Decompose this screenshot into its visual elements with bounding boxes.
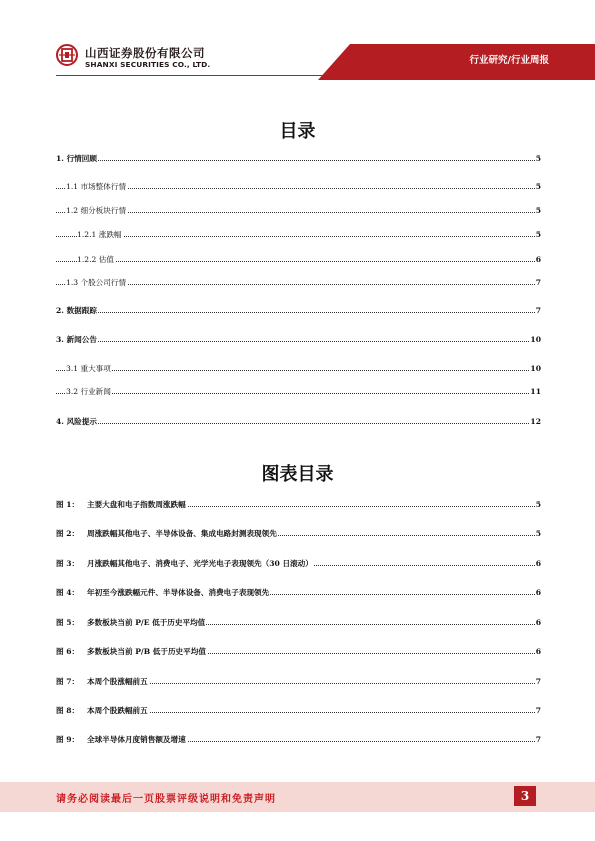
toc-item-label: 1.3 个股公司行情 <box>66 278 127 287</box>
figure-label: 全球半导体月度销售额及增速 <box>87 735 186 744</box>
figure-label: 多数板块当前 P/B 低于历史平均值 <box>87 647 206 656</box>
figure-item-text <box>56 705 149 717</box>
figure-label: 月涨跌幅其他电子、消费电子、光学光电子表现领先（30 日滚动） <box>87 559 313 568</box>
toc-item-page: 5 <box>535 154 541 163</box>
figure-item-text <box>56 734 187 746</box>
figure-label: 年初至今涨跌幅元件、半导体设备、消费电子表现领先 <box>87 588 270 597</box>
figure-item[interactable] <box>0 587 595 599</box>
figure-number: 图 6： <box>56 647 80 656</box>
figure-item[interactable] <box>0 705 595 717</box>
figure-label: 主要大盘和电子指数周涨跌幅 <box>87 500 186 509</box>
toc-item[interactable] <box>0 229 595 241</box>
figure-page: 6 <box>535 618 541 627</box>
toc-item-page: 10 <box>530 364 541 373</box>
figure-item-text <box>56 617 206 629</box>
figure-number: 图 1： <box>56 500 80 509</box>
figure-page: 5 <box>535 500 541 509</box>
toc-item[interactable] <box>0 305 595 317</box>
figure-label: 本周个股跌幅前五 <box>87 706 148 715</box>
toc-item-label: 1. 行情回顾 <box>56 154 97 163</box>
toc-leader <box>56 423 539 424</box>
toc-item[interactable] <box>0 277 595 289</box>
figure-page: 7 <box>535 706 541 715</box>
figure-number: 图 2： <box>56 529 80 538</box>
toc-leader <box>56 236 539 237</box>
toc-leader <box>56 284 539 285</box>
toc-title: 目录 <box>279 121 316 142</box>
toc-item[interactable] <box>0 416 595 428</box>
toc-leader <box>56 312 539 313</box>
figure-item-text <box>56 499 187 511</box>
toc-item-label: 1.1 市场整体行情 <box>66 182 127 191</box>
figure-number: 图 8： <box>56 706 80 715</box>
toc-item-page: 7 <box>535 278 541 287</box>
toc-item[interactable] <box>0 181 595 193</box>
toc-item-label: 2. 数据跟踪 <box>56 306 97 315</box>
toc-item-page: 5 <box>535 230 541 239</box>
figure-page: 6 <box>535 647 541 656</box>
toc-item-page: 11 <box>530 387 541 396</box>
toc-item[interactable] <box>0 153 595 165</box>
figure-number: 图 7： <box>56 677 80 686</box>
footer-disclaimer: 请务必阅读最后一页股票评级说明和免责声明 <box>56 794 276 805</box>
toc-item-page: 7 <box>535 306 541 315</box>
figure-item[interactable] <box>0 558 595 570</box>
figure-page: 6 <box>535 588 541 597</box>
figure-item[interactable] <box>0 499 595 511</box>
figure-number: 图 9： <box>56 735 80 744</box>
company-name-cn: 山西证券股份有限公司 <box>85 46 205 60</box>
figure-item[interactable] <box>0 646 595 658</box>
figure-label: 多数板块当前 P/E 低于历史平均值 <box>87 618 206 627</box>
figure-page: 5 <box>535 529 541 538</box>
toc-item[interactable] <box>0 334 595 346</box>
figure-label: 周涨跌幅其他电子、半导体设备、集成电路封测表现领先 <box>87 529 277 538</box>
figures-title: 图表目录 <box>261 464 334 485</box>
figure-item-text <box>56 646 207 658</box>
toc-item-page: 12 <box>530 417 541 426</box>
toc-item-label: 1.2.2 估值 <box>77 255 114 264</box>
toc-leader <box>56 370 539 371</box>
page-number: 3 <box>514 786 536 806</box>
figure-item-text <box>56 558 314 570</box>
toc-item-label: 3.2 行业新闻 <box>66 387 111 396</box>
toc-leader <box>56 341 539 342</box>
toc-leader <box>56 160 539 161</box>
toc-item-page: 5 <box>535 182 541 191</box>
figure-page: 7 <box>535 677 541 686</box>
figure-item-text <box>56 676 149 688</box>
figure-page: 6 <box>535 559 541 568</box>
figure-item-text <box>56 587 270 599</box>
report-category-label: 行业研究/行业周报 <box>469 55 549 66</box>
toc-leader <box>56 188 539 189</box>
figure-item[interactable] <box>0 528 595 540</box>
toc-item-page: 10 <box>530 335 541 344</box>
toc-item-label: 1.2.1 涨跌幅 <box>77 230 122 239</box>
figure-item[interactable] <box>0 734 595 746</box>
figure-number: 图 3： <box>56 559 80 568</box>
toc-item[interactable] <box>0 386 595 398</box>
toc-item[interactable] <box>0 254 595 266</box>
figure-page: 7 <box>535 735 541 744</box>
toc-item[interactable] <box>0 205 595 217</box>
figure-label: 本周个股涨幅前五 <box>87 677 148 686</box>
toc-item-label: 3. 新闻公告 <box>56 335 97 344</box>
figure-item-text <box>56 528 278 540</box>
toc-item-page: 6 <box>535 255 541 264</box>
company-logo-icon <box>56 44 78 66</box>
toc-item-label: 4. 风险提示 <box>56 417 97 426</box>
figure-number: 图 4： <box>56 588 80 597</box>
toc-item-label: 3.1 重大事项 <box>66 364 111 373</box>
toc-item-page: 5 <box>535 206 541 215</box>
toc-item[interactable] <box>0 363 595 375</box>
figure-item[interactable] <box>0 676 595 688</box>
toc-leader <box>56 393 539 394</box>
report-header <box>0 0 595 80</box>
toc-leader <box>56 212 539 213</box>
toc-leader <box>56 261 539 262</box>
header-divider <box>56 75 549 76</box>
company-name-en: SHANXI SECURITIES CO., LTD. <box>85 60 211 69</box>
figure-item[interactable] <box>0 617 595 629</box>
figure-number: 图 5： <box>56 618 80 627</box>
toc-item-label: 1.2 细分板块行情 <box>66 206 127 215</box>
